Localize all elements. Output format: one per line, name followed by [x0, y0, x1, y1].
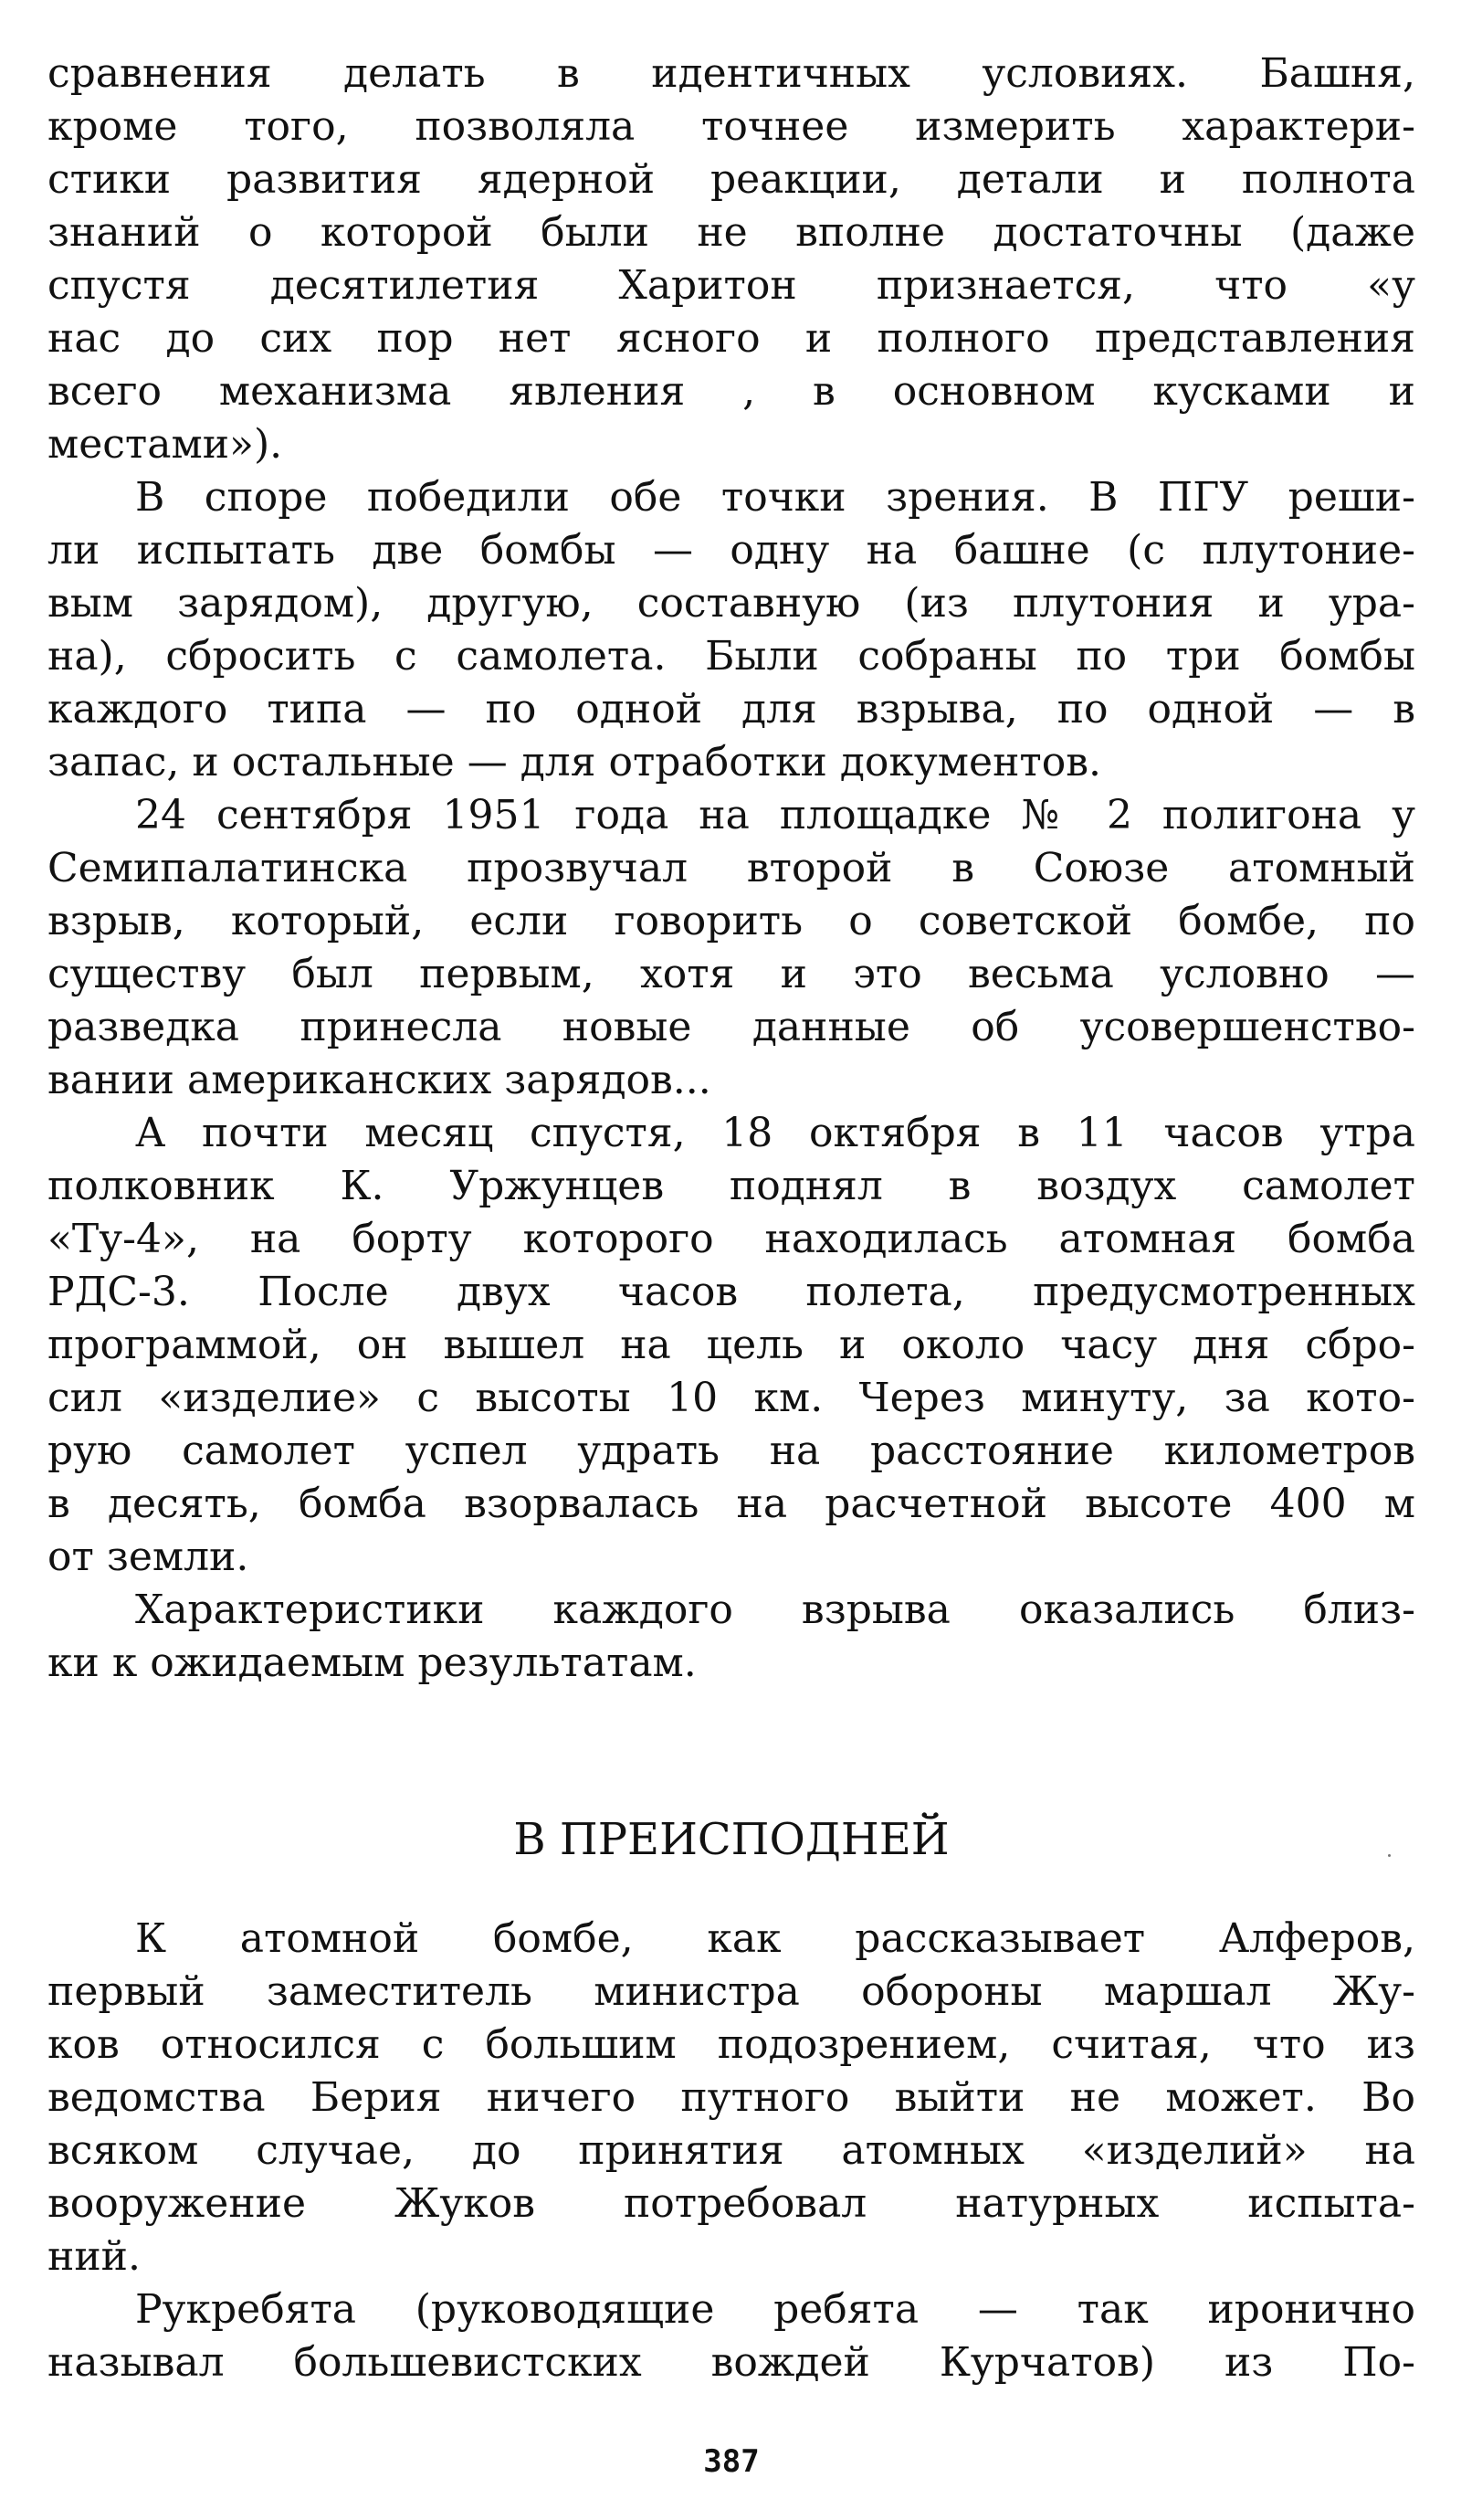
text-line: первый заместитель министра обороны маршал Жу- — [47, 1968, 1415, 2015]
text-line: программой, он вышел на цель и около часу дня сбро- — [47, 1322, 1415, 1368]
text-line: кроме того, позволяла точнее измерить характери- — [47, 103, 1415, 150]
text-line: запас, и остальные — для отработки документов. — [47, 739, 1101, 786]
text-line: сил «изделие» с высоты 10 км. Через минуту, за кото- — [47, 1375, 1415, 1421]
text-line: РДС-3. После двух часов полета, предусмотренных — [47, 1269, 1415, 1315]
text-line: в десять, бомба взорвалась на расчетной высоте 400 м — [47, 1481, 1415, 1527]
text-line: Рукребята (руководящие ребята — так иронично — [135, 2286, 1415, 2333]
text-line: местами»). — [47, 421, 283, 468]
text-line: рую самолет успел удрать на расстояние километров — [47, 1428, 1415, 1474]
text-line: ков относился с большим подозрением, считая, что из — [47, 2021, 1415, 2068]
page-number: 387 — [703, 2443, 760, 2480]
scan-speck — [1388, 1854, 1391, 1857]
text-line: всяком случае, до принятия атомных «изделий» на — [47, 2127, 1415, 2174]
text-line: спустя десятилетия Харитон признается, что «у — [47, 262, 1415, 309]
text-line: нас до сих пор нет ясного и полного представления — [47, 315, 1415, 362]
text-line: ки к ожидаемым результатам. — [47, 1640, 697, 1686]
text-line: сравнения делать в идентичных условиях. Башня, — [47, 50, 1415, 97]
text-line: В споре победили обе точки зрения. В ПГУ реши- — [135, 474, 1415, 521]
text-line: знаний о которой были не вполне достаточны (даже — [47, 209, 1415, 256]
text-line: от земли. — [47, 1534, 249, 1580]
text-line: ведомства Берия ничего путного выйти не может. Во — [47, 2074, 1415, 2121]
text-line: Характеристики каждого взрыва оказались близ- — [135, 1587, 1415, 1633]
text-line: вым зарядом), другую, составную (из плутония и ура- — [47, 580, 1415, 627]
text-line: всего механизма явления , в основном кусками и — [47, 368, 1415, 415]
text-line: ний. — [47, 2233, 141, 2280]
text-line: называл большевистских вождей Курчатов) из По- — [47, 2339, 1415, 2386]
text-line: «Ту-4», на борту которого находилась атомная бомба — [47, 1216, 1415, 1262]
text-line: 24 сентября 1951 года на площадке № 2 полигона у — [135, 792, 1415, 838]
text-line: разведка принесла новые данные об усовершенство- — [47, 1004, 1415, 1050]
section-heading: В ПРЕИСПОДНЕЙ — [513, 1814, 950, 1865]
text-line: вооружение Жуков потребовал натурных испыта- — [47, 2180, 1415, 2227]
text-line: Семипалатинска прозвучал второй в Союзе атомный — [47, 845, 1415, 891]
text-line: ли испытать две бомбы — одну на башне (с плутоние- — [47, 527, 1415, 574]
text-line: полковник К. Уржунцев поднял в воздух самолет — [47, 1163, 1415, 1209]
book-page — [47, 0, 1415, 2520]
text-line: взрыв, который, если говорить о советской бомбе, по — [47, 898, 1415, 944]
text-line: каждого типа — по одной для взрыва, по одной — в — [47, 686, 1415, 733]
text-line: стики развития ядерной реакции, детали и полнота — [47, 156, 1415, 203]
text-line: на), сбросить с самолета. Были собраны по три бомбы — [47, 633, 1415, 680]
text-line: К атомной бомбе, как рассказывает Алферов, — [135, 1915, 1415, 1962]
text-line: А почти месяц спустя, 18 октября в 11 часов утра — [135, 1110, 1415, 1156]
text-line: вании американских зарядов... — [47, 1057, 711, 1103]
text-line: существу был первым, хотя и это весьма условно — — [47, 951, 1415, 997]
